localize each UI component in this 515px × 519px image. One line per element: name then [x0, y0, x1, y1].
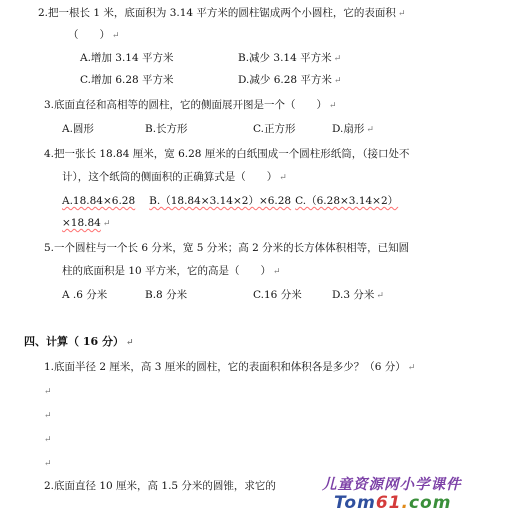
calc-question-1: [44, 360, 415, 375]
q3-option-a-text: A.圆形: [62, 123, 94, 135]
q5-option-c-text: C.16 分米: [253, 289, 302, 301]
paragraph-mark-icon: ↵: [333, 76, 342, 86]
q2-blank-text: （ ）: [68, 29, 110, 41]
watermark-url: [334, 493, 451, 513]
site-watermark-logo: [322, 473, 512, 517]
q4-option-b: B.（18.84×3.14×2）×6.28: [149, 195, 292, 207]
q4-option-c-cont-text: ×18.84: [62, 217, 101, 229]
calc-question-1-text: 1.底面半径 2 厘米，高 3 厘米的圆柱，它的表面积和体积各是多少？（6 分）: [44, 361, 406, 373]
q5-stem-line1: [44, 241, 409, 255]
paragraph-mark-icon: ↵: [407, 363, 416, 373]
q4-stem-line2-text: 计），这个纸筒的侧面积的正确算式是（ ）: [62, 171, 278, 183]
paragraph-mark-icon: ↵: [125, 338, 134, 348]
q3-option-c: [253, 122, 296, 136]
calc-question-2: [44, 479, 276, 493]
q3-option-d: [332, 122, 374, 137]
q4-stem-line1: [44, 147, 410, 161]
section-4-heading: [24, 335, 134, 350]
q2-option-a: [80, 51, 173, 65]
q4-stem-line1-text: 4.把一张长 18.84 厘米，宽 6.28 厘米的白纸围成一个圆柱形纸筒，（接口处不: [44, 148, 410, 160]
q2-option-b-text: B.减少 3.14 平方米: [238, 52, 332, 64]
paragraph-mark-icon: ↵: [279, 173, 287, 183]
q3-option-c-text: C.正方形: [253, 123, 296, 135]
q5-stem-line2: [62, 264, 281, 279]
watermark-url-n: 61: [375, 493, 402, 513]
paragraph-mark-icon: ↵: [44, 459, 52, 469]
empty-answer-line: [42, 408, 52, 423]
q2-option-d-text: D.减少 6.28 平方米: [238, 74, 332, 86]
paragraph-mark-icon: ↵: [273, 267, 281, 277]
q2-blank: [68, 28, 120, 43]
watermark-title: 儿童资源网小学课件: [322, 477, 462, 493]
q5-stem-line2-text: 柱的底面积是 10 平方米，它的高是（ ）: [62, 265, 272, 277]
watermark-url-dot: .: [401, 493, 409, 513]
q3-option-d-text: D.扇形: [332, 123, 365, 135]
q2-option-c-text: C.增加 6.28 平方米: [80, 74, 174, 86]
paragraph-mark-icon: ↵: [102, 219, 111, 229]
q4-option-c: C.（6.28×3.14×2）: [295, 195, 399, 207]
paragraph-mark-icon: ↵: [397, 9, 406, 19]
paragraph-mark-icon: ↵: [44, 411, 52, 421]
q4-options-row: [62, 194, 398, 208]
empty-answer-line: [42, 456, 52, 471]
q5-option-b-text: B.8 分米: [145, 289, 188, 301]
paragraph-mark-icon: ↵: [333, 54, 342, 64]
q4-stem-line2: [62, 170, 287, 185]
q3-stem-text: 3.底面直径和高相等的圆柱，它的侧面展开图是一个（ ）: [44, 99, 328, 111]
q2-option-a-text: A.增加 3.14 平方米: [80, 52, 174, 64]
watermark-url-com: com: [408, 493, 452, 513]
paragraph-mark-icon: ↵: [376, 291, 384, 301]
q3-option-a: [62, 122, 94, 136]
q5-option-a-text: A .6 分米: [62, 289, 108, 301]
q4-option-a: A.18.84×6.28: [62, 195, 136, 207]
empty-answer-line: [42, 432, 52, 447]
paragraph-mark-icon: ↵: [44, 387, 52, 397]
q5-stem-line1-text: 5.一个圆柱与一个长 6 分米，宽 5 分米；高 2 分米的长方体体积相等，已知圆: [44, 242, 410, 254]
calc-question-2-text: 2.底面直径 10 厘米，高 1.5 分米的圆锥，求它的: [44, 480, 276, 492]
q3-stem: [44, 98, 337, 113]
q3-option-b: [145, 122, 188, 136]
q5-option-d: [332, 288, 384, 303]
watermark-url-t: Tom: [334, 493, 376, 513]
q2-option-d: [238, 73, 341, 88]
q2-option-b: [238, 51, 341, 66]
q5-option-d-text: D.3 分米: [332, 289, 375, 301]
section-4-title: 四、计算（ 16 分）: [24, 335, 124, 348]
q2-option-c: [80, 73, 174, 87]
q5-option-a: [62, 288, 107, 302]
q3-option-b-text: B.长方形: [145, 123, 188, 135]
paragraph-mark-icon: ↵: [112, 31, 120, 41]
paragraph-mark-icon: ↵: [329, 101, 337, 111]
q4-option-c-continuation: [62, 216, 110, 231]
q5-option-b: [145, 288, 187, 302]
paragraph-mark-icon: ↵: [44, 435, 52, 445]
q2-stem: [38, 6, 405, 21]
q5-option-c: [253, 288, 302, 302]
q2-stem-text: 2.把一根长 1 米，底面积为 3.14 平方米的圆柱锯成两个小圆柱，它的表面积: [38, 7, 396, 19]
empty-answer-line: [42, 384, 52, 399]
paragraph-mark-icon: ↵: [366, 125, 374, 135]
